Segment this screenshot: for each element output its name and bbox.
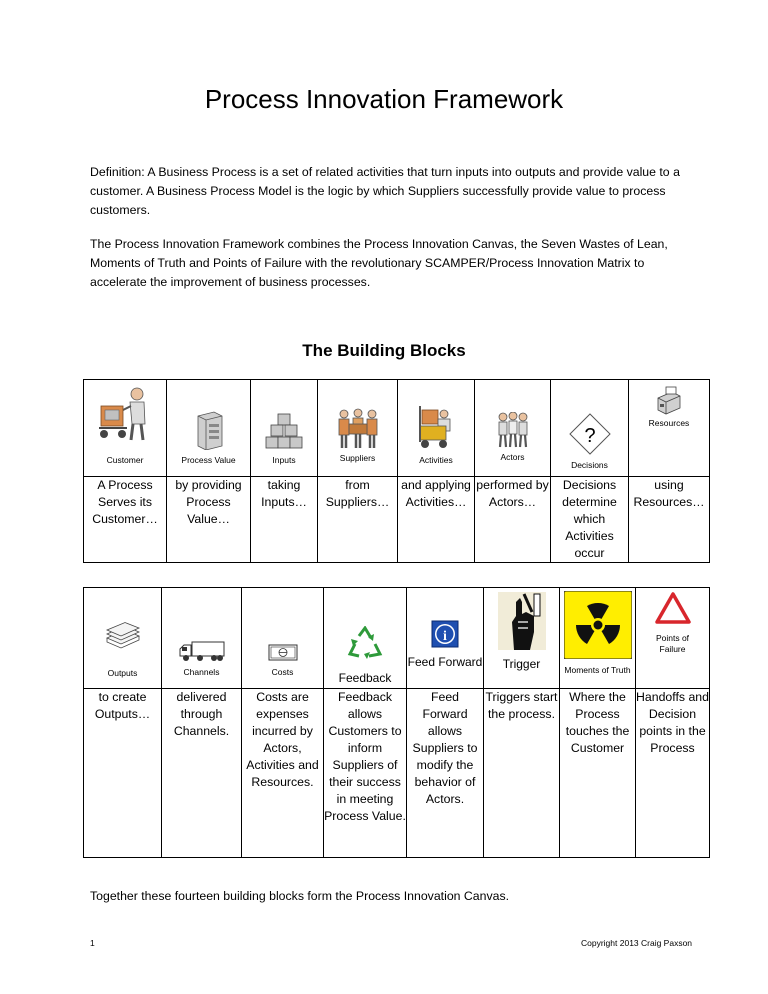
block-label: Trigger [502,657,541,671]
block-trigger [484,588,560,689]
block-label: Customer [106,455,144,465]
block-channels [162,588,242,689]
block-description: taking Inputs… [251,477,318,563]
block-feedback [324,588,407,689]
icon-row [84,380,710,477]
copyright-text: Copyright 2013 Craig Paxson [581,938,693,948]
outputs-icon [105,622,141,650]
block-description: Triggers start the process. [484,689,560,858]
description-row [84,477,710,563]
block-decisions [551,380,629,477]
block-activities [398,380,475,477]
block-description: performed by Actors… [475,477,551,563]
block-label: Points of Failure [655,633,690,654]
moments-of-truth-icon [564,591,632,659]
building-blocks-table-1 [83,379,710,563]
block-label: Resources [648,418,690,428]
activities-icon [416,404,456,450]
block-inputs [251,380,318,477]
framework-paragraph: The Process Innovation Framework combines the Process Innovation Canvas, the Seven Wastes of Lean, Moments of Truth and Points of Failure with the revolutionary SCAMPER/Process Innovation Matrix to accelerate the improvement of business processes. [90,237,668,289]
block-customer [84,380,167,477]
block-process-value [167,380,251,477]
block-label: Actors [500,452,525,462]
closing-text: Together these fourteen building blocks form the Process Innovation Canvas. [90,889,510,903]
block-label: Inputs [272,455,296,465]
customer-icon [95,384,155,442]
block-label: Decisions [571,460,608,470]
block-label: Process Value [181,455,236,465]
resources-icon [654,386,684,416]
building-blocks-table-2 [83,587,710,858]
section-title: The Building Blocks [302,341,466,360]
block-moments-of-truth [560,588,636,689]
page-number: 1 [90,938,95,948]
block-description: by providing Process Value… [167,477,251,563]
block-label: Outputs [107,668,138,678]
block-description: Feedback allows Customers to inform Suppliers of their success in meeting Process Value. [324,689,407,858]
block-label: Activities [419,455,453,465]
actors-icon [496,412,530,448]
block-actors [475,380,551,477]
block-label: Feed Forward [407,655,483,669]
block-description: A Process Serves its Customer… [84,477,167,563]
block-description: Costs are expenses incurred by Actors, Activities and Resources. [242,689,324,858]
points-of-failure-icon [655,592,691,624]
block-description: Feed Forward allows Suppliers to modify the behavior of Actors. [407,689,484,858]
block-description: delivered through Channels. [162,689,242,858]
block-label: Suppliers [339,453,376,463]
block-resources [629,380,710,477]
channels-icon [178,640,226,662]
block-label: Moments of Truth [564,665,631,675]
trigger-icon [498,592,546,650]
block-description: Decisions determine which Activities occur [551,477,629,563]
page-title: Process Innovation Framework [204,84,564,114]
definition-paragraph: Definition: A Business Process is a set of related activities that turn inputs into outputs and provide value to a customer. A Business Process Model is the logic by which Suppliers successfully provide value to process customers. [90,165,680,217]
block-description: to create Outputs… [84,689,162,858]
feed-forward-icon [431,620,459,648]
block-feed-forward [407,588,484,689]
block-description: Handoffs and Decision points in the Process [636,689,710,858]
svg-text:i: i [443,629,447,644]
block-description: Where the Process touches the Customer [560,689,636,858]
decisions-icon [568,412,612,456]
block-outputs [84,588,162,689]
block-description: using Resources… [629,477,710,563]
costs-icon [268,644,298,661]
description-row [84,689,710,858]
feedback-icon [347,626,383,662]
block-suppliers [318,380,398,477]
block-label: Feedback [338,671,392,685]
process-value-icon [194,410,224,450]
block-label: Channels [183,667,220,677]
inputs-icon [265,412,303,450]
svg-text:?: ? [583,425,596,447]
block-description: from Suppliers… [318,477,398,563]
block-costs [242,588,324,689]
block-description: and applying Activities… [398,477,475,563]
block-label: Costs [271,667,294,677]
block-points-of-failure [636,588,710,689]
icon-row [84,588,710,689]
suppliers-icon [336,408,380,450]
